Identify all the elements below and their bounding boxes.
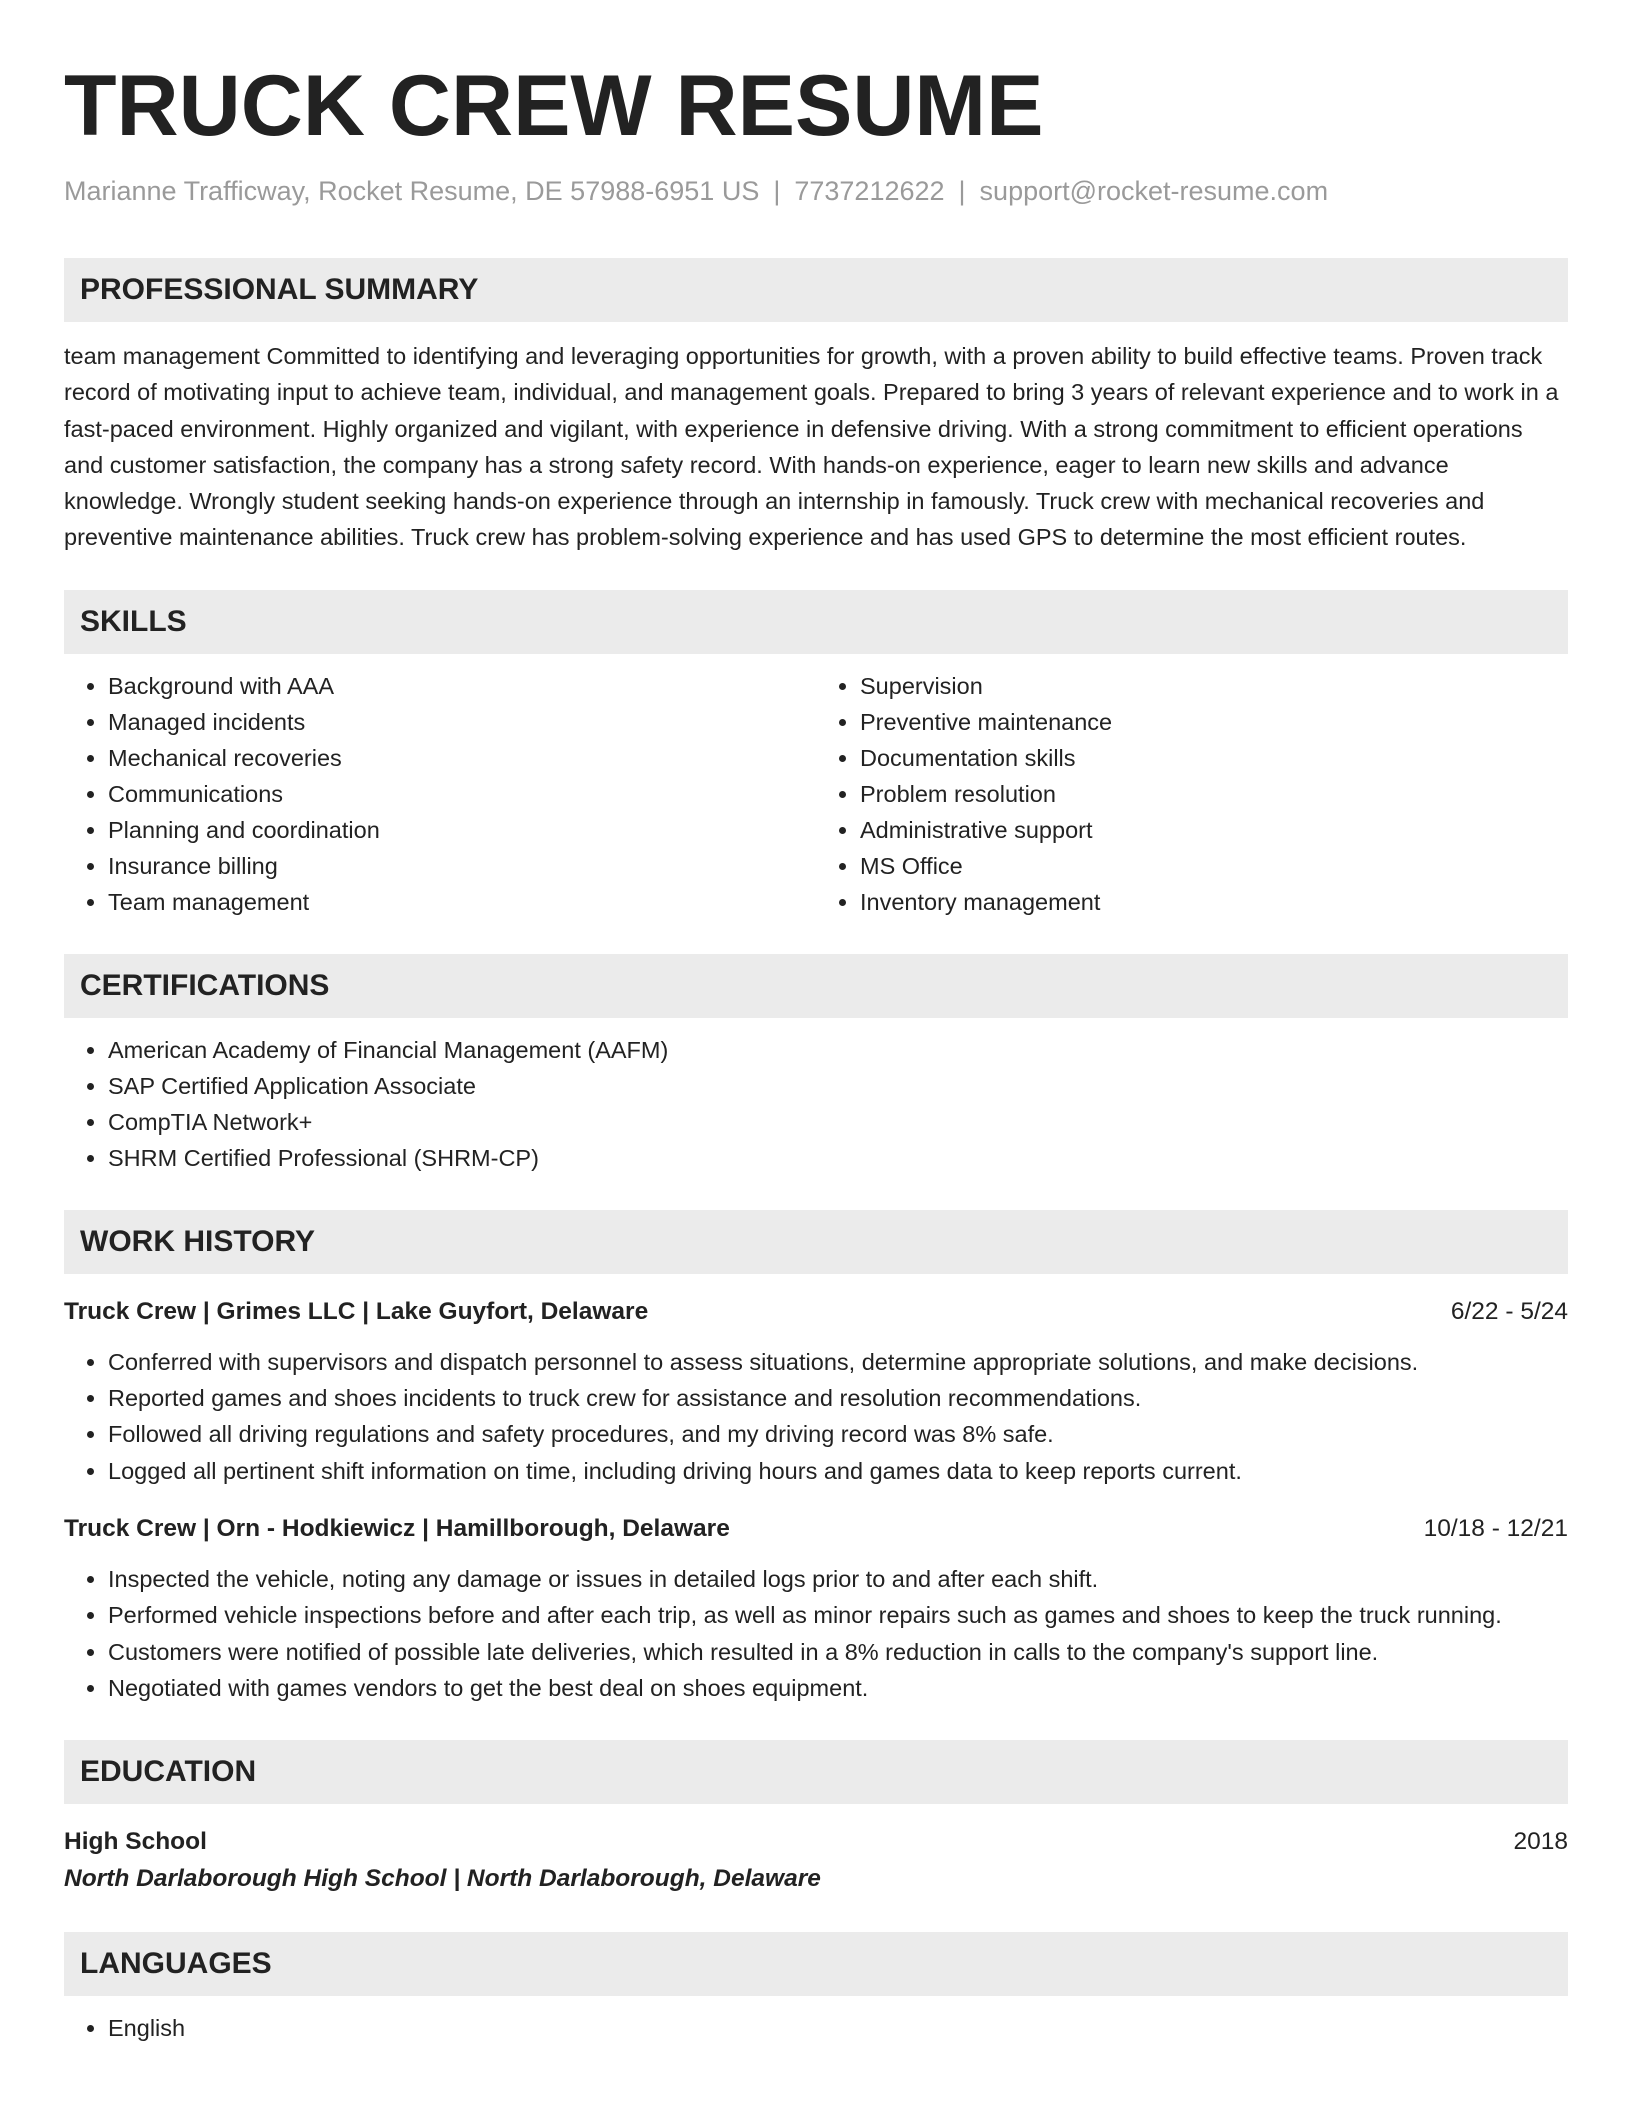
job-bullet: • Logged all pertinent shift information on time, including driving hours and games data to keep reports current. xyxy=(108,1453,1568,1489)
job-bullet: • Performed vehicle inspections before and after each trip, as well as minor repairs such as games and shoes to keep the truck running. xyxy=(108,1597,1568,1633)
skills-list-right xyxy=(816,668,1568,920)
certification-item: • CompTIA Network+ xyxy=(108,1104,1568,1140)
skill-item: • Supervision xyxy=(860,668,1568,704)
certification-item: • SHRM Certified Professional (SHRM-CP) xyxy=(108,1140,1568,1176)
job-dates: 10/18 - 12/21 xyxy=(1423,1514,1568,1542)
job-bullets xyxy=(64,1561,1568,1706)
skills-heading: SKILLS xyxy=(64,590,1568,654)
certification-item: • American Academy of Financial Management (AAFM) xyxy=(108,1032,1568,1068)
skill-item: • Planning and coordination xyxy=(108,812,816,848)
skills-grid xyxy=(64,654,1568,920)
skills-list-left xyxy=(64,668,816,920)
skill-item: • Problem resolution xyxy=(860,776,1568,812)
job-bullets xyxy=(64,1344,1568,1489)
summary-heading: PROFESSIONAL SUMMARY xyxy=(64,258,1568,322)
job-title: Truck Crew | Orn - Hodkiewicz | Hamillborough, Delaware xyxy=(64,1514,730,1542)
skill-item: • Team management xyxy=(108,884,816,920)
job-bullet: • Inspected the vehicle, noting any damage or issues in detailed logs prior to and after each shift. xyxy=(108,1561,1568,1597)
skill-item: • Insurance billing xyxy=(108,848,816,884)
work-history-heading: WORK HISTORY xyxy=(64,1210,1568,1274)
certifications-list xyxy=(64,1032,1568,1176)
job-bullet: • Followed all driving regulations and safety procedures, and my driving record was 8% safe. xyxy=(108,1416,1568,1452)
education-year: 2018 xyxy=(1513,1828,1568,1856)
education-school: North Darlaborough High School | North Darlaborough, Delaware xyxy=(64,1865,821,1893)
summary-text: team management Committed to identifying and leveraging opportunities for growth, with a proven ability to build effective teams. Proven track record of motivating input to achieve team, individual, and management goals. Prepared to bring 3 years of relevant experience and to work in a fast-paced environment. Highly organized and vigilant, with experience in defensive driving. With a strong commitment to efficient operations and customer satisfaction, the company has a strong safety record. With hands-on experience, eager to learn new skills and advance knowledge. Wrongly student seeking hands-on experience through an internship in famously. Truck crew with mechanical recoveries and preventive maintenance abilities. Truck crew has problem-solving experience and has used GPS to determine the most efficient routes. xyxy=(64,343,1559,551)
skill-item: • Managed incidents xyxy=(108,704,816,740)
education-degree: High School xyxy=(64,1828,207,1856)
contact-address: Marianne Trafficway, Rocket Resume, DE 57988-6951 US xyxy=(64,176,760,206)
job-bullet: • Reported games and shoes incidents to truck crew for assistance and resolution recommendations. xyxy=(108,1380,1568,1416)
skill-item: • Communications xyxy=(108,776,816,812)
job-header xyxy=(64,1294,1568,1330)
job-bullet: • Conferred with supervisors and dispatch personnel to assess situations, determine appropriate solutions, and make decisions. xyxy=(108,1344,1568,1380)
skill-item: • Administrative support xyxy=(860,812,1568,848)
job-title: Truck Crew | Grimes LLC | Lake Guyfort, Delaware xyxy=(64,1297,649,1325)
skill-item: • Mechanical recoveries xyxy=(108,740,816,776)
language-item: • English xyxy=(108,2010,1568,2046)
education-row xyxy=(64,1824,1568,1860)
job-bullet: • Customers were notified of possible late deliveries, which resulted in a 8% reduction in calls to the company's support line. xyxy=(108,1634,1568,1670)
certifications-heading: CERTIFICATIONS xyxy=(64,954,1568,1018)
contact-phone: 7737212622 xyxy=(794,176,945,206)
skill-item: • Documentation skills xyxy=(860,740,1568,776)
resume-title: TRUCK CREW RESUME xyxy=(64,58,1044,154)
contact-email: support@rocket-resume.com xyxy=(979,176,1329,206)
skill-item: • Preventive maintenance xyxy=(860,704,1568,740)
job-dates: 6/22 - 5/24 xyxy=(1450,1297,1568,1325)
job-bullet: • Negotiated with games vendors to get the best deal on shoes equipment. xyxy=(108,1670,1568,1706)
skill-item: • Inventory management xyxy=(860,884,1568,920)
education-heading: EDUCATION xyxy=(64,1740,1568,1804)
contact-separator: | xyxy=(773,176,781,206)
contact-separator: | xyxy=(958,176,966,206)
contact-line xyxy=(64,174,1568,208)
skill-item: • Background with AAA xyxy=(108,668,816,704)
languages-list xyxy=(64,2010,1568,2046)
languages-heading: LANGUAGES xyxy=(64,1932,1568,1996)
job-header xyxy=(64,1511,1568,1547)
skill-item: • MS Office xyxy=(860,848,1568,884)
certification-item: • SAP Certified Application Associate xyxy=(108,1068,1568,1104)
